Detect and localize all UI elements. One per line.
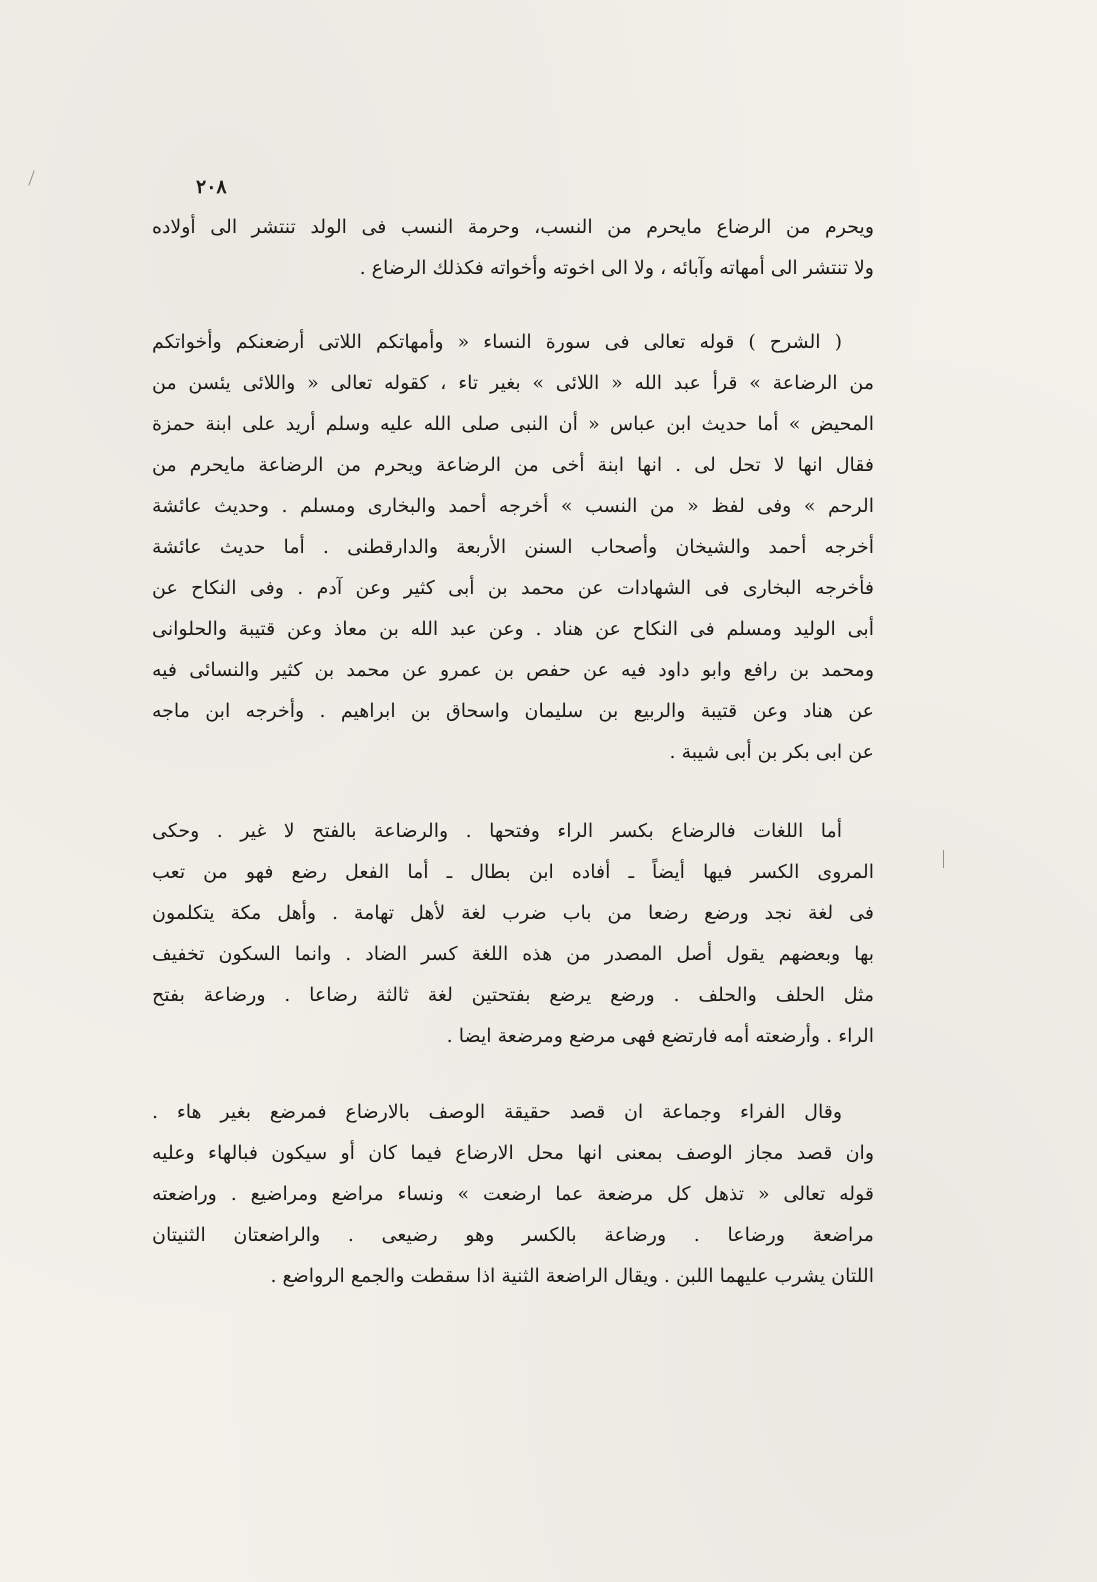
text-line: وان قصد مجاز الوصف بمعنى انها محل الارضاع فيما كان أو سيكون فبالهاء وعليه xyxy=(152,1142,874,1164)
scan-speck xyxy=(943,850,944,868)
text-line: أخرجه أحمد والشيخان وأصحاب السنن الأربعة والدارقطنى . أما حديث عائشة xyxy=(152,536,874,558)
text-line: بها وبعضهم يقول أصل المصدر من هذه اللغة كسر الضاد . وانما السكون تخفيف xyxy=(152,943,874,965)
text-line: مراضعة ورضاعا . ورضاعة بالكسر وهو رضيعى . والراضعتان الثنيتان xyxy=(152,1224,874,1246)
text-line: المحيض » أما حديث ابن عباس « أن النبى صلى الله عليه وسلم أريد على ابنة حمزة xyxy=(152,413,874,435)
text-line: ( الشرح ) قوله تعالى فى سورة النساء « وأمهاتكم اللاتى أرضعنكم وأخواتكم xyxy=(152,331,842,353)
paragraph-commentary xyxy=(152,322,874,773)
text-line: الراء . وأرضعته أمه فارتضع فهى مرضع ومرضعة ايضا . xyxy=(446,1025,874,1047)
text-line: أما اللغات فالرضاع بكسر الراء وفتحها . والرضاعة بالفتح لا غير . وحكى xyxy=(152,820,842,842)
text-line: أبى الوليد ومسلم فى النكاح عن هناد . وعن عبد الله بن معاذ وعن قتيبة والحلوانى xyxy=(152,618,874,640)
paragraph-farra-notes xyxy=(152,1092,874,1297)
text-line: فأخرجه البخارى فى الشهادات عن محمد بن أبى كثير وعن آدم . وفى النكاح عن xyxy=(152,577,874,599)
text-line: عن هناد وعن قتيبة والربيع بن سليمان واسحاق بن ابراهيم . وأخرجه ابن ماجه xyxy=(152,700,874,722)
text-line: ولا تنتشر الى أمهاته وآبائه ، ولا الى اخوته وأخواته فكذلك الرضاع . xyxy=(359,257,874,279)
text-line: المروى الكسر فيها أيضاً ـ أفاده ابن بطال ـ أما الفعل رضع فهو من تعب xyxy=(152,861,874,883)
paragraph-language-notes xyxy=(152,811,874,1057)
page-number: ٢٠٨ xyxy=(196,176,227,198)
text-line: فقال انها لا تحل لى . انها ابنة أخى من الرضاعة ويحرم من الرضاعة مايحرم من xyxy=(152,454,874,476)
text-line: فى لغة نجد ورضع رضعا من باب ضرب لغة لأهل تهامة . وأهل مكة يتكلمون xyxy=(152,902,874,924)
text-line: قوله تعالى « تذهل كل مرضعة عما ارضعت » ونساء مراضع ومراضيع . وراضعته xyxy=(152,1183,874,1205)
text-line: من الرضاعة » قرأ عبد الله « اللائى » بغير تاء ، كقوله تعالى « واللائى يئسن من xyxy=(152,372,874,394)
text-line: عن ابى بكر بن أبى شيبة . xyxy=(669,741,874,763)
text-line: وقال الفراء وجماعة ان قصد حقيقة الوصف بالارضاع فمرضع بغير هاء . xyxy=(152,1101,843,1123)
text-line: الرحم » وفى لفظ « من النسب » أخرجه أحمد والبخارى ومسلم . وحديث عائشة xyxy=(152,495,874,517)
paragraph-main-text xyxy=(152,207,874,289)
text-line: ومحمد بن رافع وابو داود فيه عن حفص بن عمرو عن محمد بن كثير والنسائى فيه xyxy=(152,659,874,681)
text-line: مثل الحلف والحلف . ورضع يرضع بفتحتين لغة ثالثة رضاعا . ورضاعة بفتح xyxy=(152,984,874,1006)
scan-speck xyxy=(28,170,34,185)
text-line: اللتان يشرب عليهما اللبن . ويقال الراضعة الثنية اذا سقطت والجمع الرواضع . xyxy=(270,1265,874,1287)
text-line: ويحرم من الرضاع مايحرم من النسب، وحرمة النسب فى الولد تنتشر الى أولاده xyxy=(152,216,874,238)
